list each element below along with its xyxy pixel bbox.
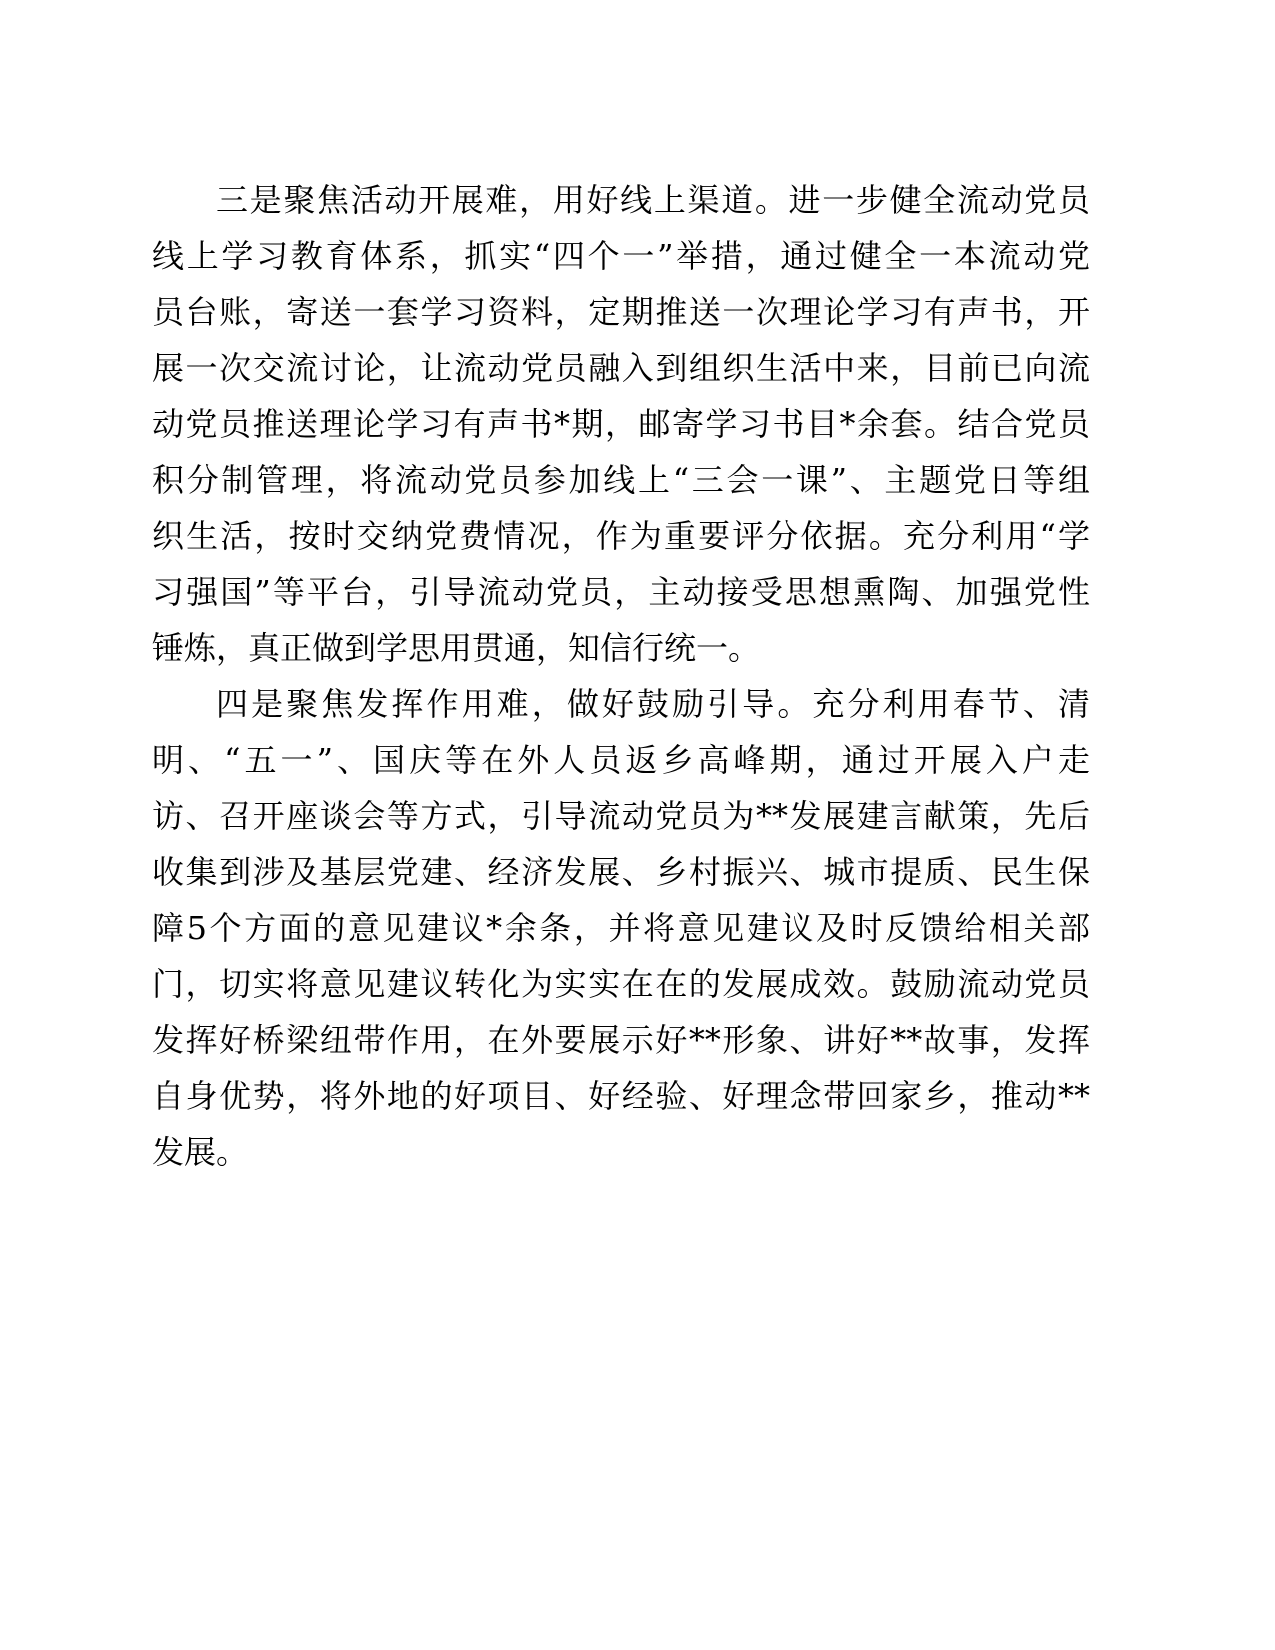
paragraph-line: 三是聚焦活动开展难，用好线上渠道。进一步健全流动党员 bbox=[216, 181, 1090, 219]
paragraph-line: 明、“五一”、国庆等在外人员返乡高峰期，通过开展入户走 bbox=[152, 741, 1090, 779]
paragraph-line: 积分制管理，将流动党员参加线上“三会一课”、主题党日等组 bbox=[152, 461, 1090, 499]
paragraph-encourage-guidance bbox=[152, 676, 1090, 1180]
paragraph-line: 织生活，按时交纳党费情况，作为重要评分依据。充分利用“学 bbox=[152, 517, 1090, 555]
paragraph-line: 四是聚焦发挥作用难，做好鼓励引导。充分利用春节、清 bbox=[216, 685, 1090, 723]
paragraph-line: 自身优势，将外地的好项目、好经验、好理念带回家乡，推动** bbox=[152, 1077, 1090, 1115]
paragraph-line: 发展。 bbox=[152, 1133, 249, 1171]
paragraph-line: 习强国”等平台，引导流动党员，主动接受思想熏陶、加强党性 bbox=[152, 573, 1090, 611]
paragraph-line: 障5个方面的意见建议*余条，并将意见建议及时反馈给相关部 bbox=[152, 909, 1090, 947]
paragraph-line: 展一次交流讨论，让流动党员融入到组织生活中来，目前已向流 bbox=[152, 349, 1090, 387]
paragraph-line: 动党员推送理论学习有声书*期，邮寄学习书目*余套。结合党员 bbox=[152, 405, 1090, 443]
paragraph-line: 锤炼，真正做到学思用贯通，知信行统一。 bbox=[152, 629, 761, 667]
paragraph-line: 访、召开座谈会等方式，引导流动党员为**发展建言献策，先后 bbox=[152, 797, 1090, 835]
paragraph-line: 线上学习教育体系，抓实“四个一”举措，通过健全一本流动党 bbox=[152, 237, 1090, 275]
paragraph-line: 发挥好桥梁纽带作用，在外要展示好**形象、讲好**故事，发挥 bbox=[152, 1021, 1090, 1059]
paragraph-line: 门，切实将意见建议转化为实实在在的发展成效。鼓励流动党员 bbox=[152, 965, 1090, 1003]
paragraph-line: 收集到涉及基层党建、经济发展、乡村振兴、城市提质、民生保 bbox=[152, 853, 1090, 891]
paragraph-line: 员台账，寄送一套学习资料，定期推送一次理论学习有声书，开 bbox=[152, 293, 1090, 331]
document-body bbox=[152, 172, 1090, 1180]
paragraph-online-channels bbox=[152, 172, 1090, 676]
